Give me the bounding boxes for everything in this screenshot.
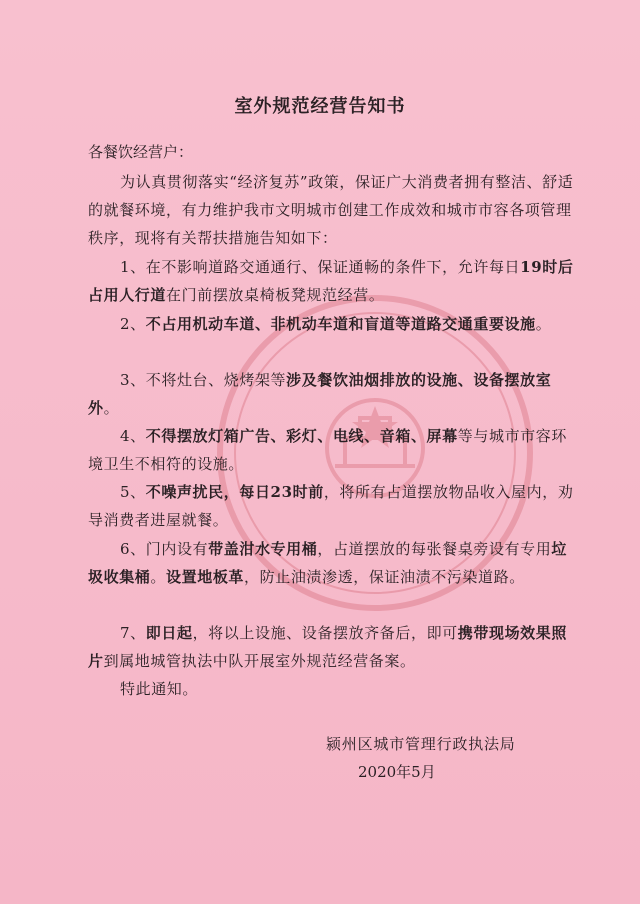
item-4: 4、不得摆放灯箱广告、彩灯、电线、音箱、屏幕等与城市市容环境卫生不相符的设施。 bbox=[88, 427, 567, 473]
document-title: 室外规范经营告知书 bbox=[234, 96, 406, 117]
item-6: 6、门内设有带盖泔水专用桶，占道摆放的每张餐桌旁设有专用垃圾收集桶。设置地板革，防止油渍渗透，保证油渍不污染道路。 bbox=[88, 540, 567, 586]
item-5: 5、不噪声扰民，每日23时前，将所有占道摆放物品收入屋内，劝导消费者进屋就餐。 bbox=[88, 483, 574, 529]
issue-date: 2020年5月 bbox=[358, 763, 436, 781]
item-2: 2、不占用机动车道、非机动车道和盲道等道路交通重要设施。 bbox=[120, 315, 552, 333]
item-1: 1、在不影响道路交通通行、保证通畅的条件下，允许每日19时后占用人行道在门前摆放桌椅板凳规范经营。 bbox=[88, 258, 574, 304]
item-3: 3、不将灶台、烧烤架等涉及餐饮油烟排放的设施、设备摆放室外。 bbox=[88, 371, 552, 417]
item-7: 7、即日起，将以上设施、设备摆放齐备后，即可携带现场效果照片到属地城管执法中队开展室外规范经营备案。 bbox=[88, 624, 567, 670]
issuing-authority: 颍州区城市管理行政执法局 bbox=[326, 735, 516, 753]
intro-paragraph: 为认真贯彻落实“经济复苏”政策，保证广大消费者拥有整洁、舒适的就餐环境，有力维护我市文明城市创建工作成效和城市市容各项管理秩序，现将有关帮扶措施告知如下： bbox=[88, 173, 574, 247]
salutation: 各餐饮经营户： bbox=[88, 143, 194, 161]
closing-line: 特此通知。 bbox=[120, 680, 199, 698]
